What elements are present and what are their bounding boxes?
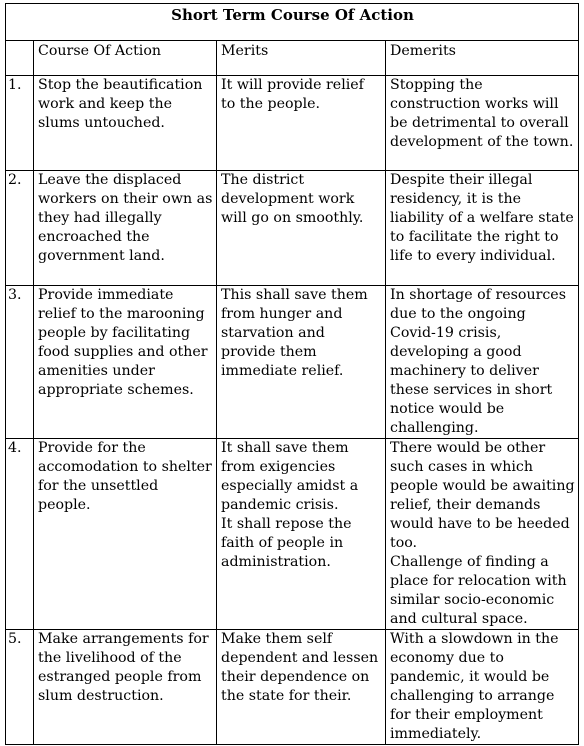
row-number: 4.: [6, 439, 34, 630]
merits-line: It shall repose the faith of people in administration.: [221, 516, 352, 570]
demerits-cell: With a slowdown in the economy due to pandemic, it would be challenging to arrange for their employment immediately.: [386, 630, 579, 745]
demerits-cell: Stopping the construction works will be detrimental to overall development of the town.: [386, 76, 579, 171]
merits-cell: Make them self dependent and lessen their dependence on the state for their.: [217, 630, 386, 745]
course-cell: Stop the beautification work and keep the slums untouched.: [34, 76, 217, 171]
course-cell: Provide immediate relief to the marooning people by facilitating food supplies and other amenities under appropriate schemes.: [34, 286, 217, 439]
header-course: Course Of Action: [34, 41, 217, 76]
merits-cell: [217, 439, 386, 630]
demerits-cell: [386, 439, 579, 630]
demerits-line: There would be other such cases in which people would be awaiting relief, their demands would have to be heeded too.: [390, 440, 575, 551]
merits-cell: It will provide relief to the people.: [217, 76, 386, 171]
row-number: 3.: [6, 286, 34, 439]
header-demerits: Demerits: [386, 41, 579, 76]
table-row: [6, 286, 579, 439]
course-cell: Provide for the accomodation to shelter for the unsettled people.: [34, 439, 217, 630]
row-number: 5.: [6, 630, 34, 745]
table-row: [6, 439, 579, 630]
table-title: Short Term Course Of Action: [6, 4, 579, 41]
table-row: [6, 171, 579, 286]
merits-line: It shall save them from exigencies especially amidst a pandemic crisis.: [221, 440, 359, 513]
header-row: [6, 41, 579, 76]
course-cell: Leave the displaced workers on their own as they had illegally encroached the government land.: [34, 171, 217, 286]
demerits-cell: Despite their illegal residency, it is the liability of a welfare state to facilitate the right to life to every individual.: [386, 171, 579, 286]
course-of-action-table: [5, 3, 579, 745]
title-row: [6, 4, 579, 41]
table-row: [6, 630, 579, 745]
header-merits: Merits: [217, 41, 386, 76]
merits-cell: The district development work will go on smoothly.: [217, 171, 386, 286]
demerits-cell: In shortage of resources due to the ongoing Covid-19 crisis, developing a good machinery to deliver these services in short notice would be challenging.: [386, 286, 579, 439]
row-number: 1.: [6, 76, 34, 171]
row-number: 2.: [6, 171, 34, 286]
table-row: [6, 76, 579, 171]
header-number: [6, 41, 34, 76]
course-cell: Make arrangements for the livelihood of the estranged people from slum destruction.: [34, 630, 217, 745]
demerits-line: Challenge of finding a place for relocation with similar socio-economic and cultural space.: [390, 554, 567, 627]
merits-cell: This shall save them from hunger and starvation and provide them immediate relief.: [217, 286, 386, 439]
